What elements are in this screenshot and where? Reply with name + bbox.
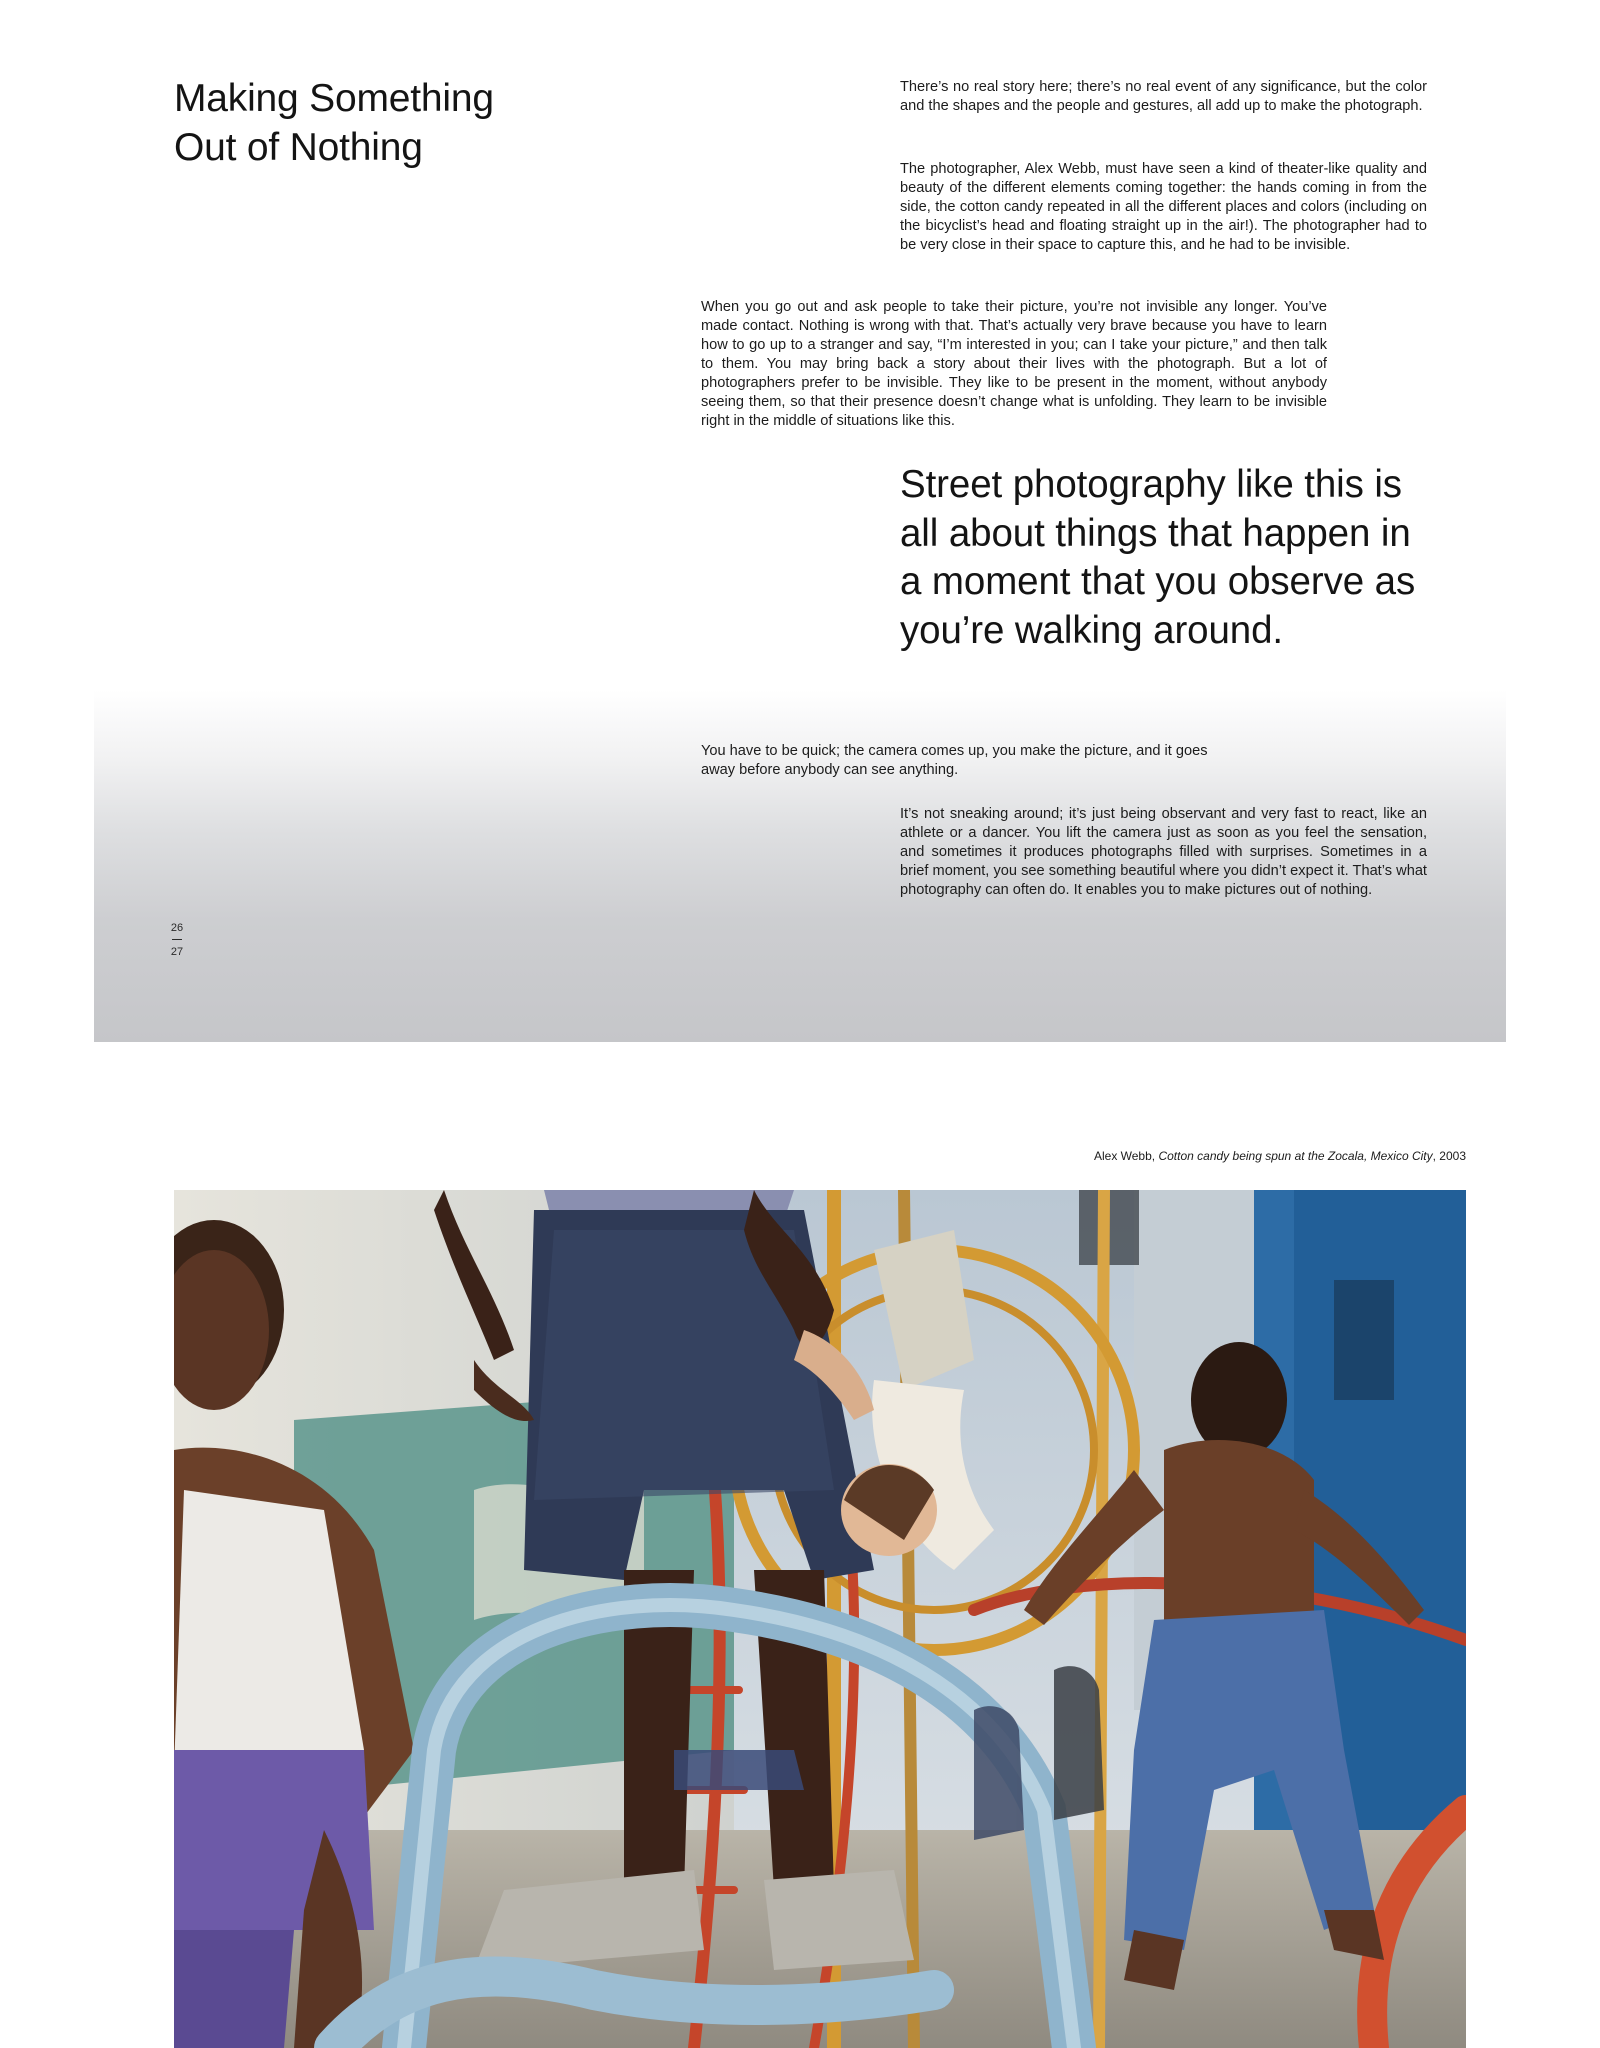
page-number-left: 26: [170, 922, 184, 934]
body-paragraph-4: You have to be quick; the camera comes up, you make the picture, and it goes away before anybody can see anything.: [701, 743, 1208, 778]
playground-photograph: [174, 1190, 1466, 2048]
page-number-right: 27: [170, 946, 184, 958]
page-numbers: [169, 921, 185, 959]
pull-quote: Street photography like this is all about things that happen in a moment that you observe as you’re walking around.: [900, 463, 1416, 652]
photograph-illustration: [174, 1190, 1466, 2048]
body-paragraph-5: It’s not sneaking around; it’s just being observant and very fast to react, like an athlete or a dancer. You lift the camera just as soon as you feel the sensation, and sometimes it produces photographs filled with surprises. Sometimes in a brief moment, you see something beautiful where you didn’t expect it. That’s what photography can often do. It enables you to make pictures out of nothing.: [900, 806, 1427, 898]
photo-caption: [1094, 1148, 1466, 1164]
caption-work-title: Cotton candy being spun at the Zocala, Mexico City: [1158, 1149, 1433, 1163]
article-title: Making Something Out of Nothing: [174, 77, 494, 169]
body-paragraph-2: The photographer, Alex Webb, must have seen a kind of theater-like quality and beauty of the different elements coming together: the hands coming in from the side, the cotton candy repeated in all the different places and colors (including on the bicyclist’s head and floating straight up in the air!). The photographer had to be very close in their space to capture this, and he had to be invisible.: [900, 161, 1427, 253]
page-number-divider: [172, 939, 182, 940]
caption-year: , 2003: [1432, 1149, 1466, 1163]
body-paragraph-3: When you go out and ask people to take their picture, you’re not invisible any longer. You’ve made contact. Nothing is wrong with that. That’s actually very brave because you have to learn how to go up to a stranger and say, “I’m interested in you; can I take your picture,” and then talk to them. You may bring back a story about their lives with the photograph. But a lot of photographers prefer to be invisible. They like to be present in the moment, without anybody seeing them, so that their presence doesn’t change what is unfolding. They learn to be invisible right in the middle of situations like this.: [701, 299, 1327, 429]
body-paragraph-1: There’s no real story here; there’s no real event of any significance, but the color and the shapes and the people and gestures, all add up to make the photograph.: [900, 79, 1427, 114]
caption-photographer: Alex Webb,: [1093, 1149, 1156, 1163]
